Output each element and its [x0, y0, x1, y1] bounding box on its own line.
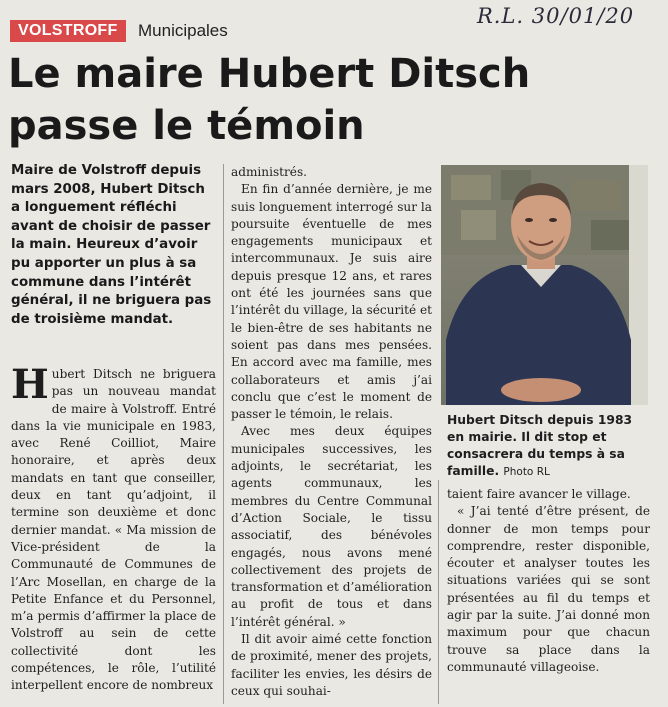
article-column-1 [11, 361, 216, 695]
article-headline: Le maire Hubert Ditsch passe le témoin [8, 51, 531, 149]
rubric-label: Municipales [138, 21, 228, 40]
column-2-paragraph: En fin d’année dernière, je me suis longuement interrogé sur la poursuite éventuelle de mes engagements municipaux et intercommunaux. Je suis aire depuis presque 12 ans, et rares ont été les journées sans que l’intérêt du village, la sécurité et le bien-être de ses habitants ne soient pas dans mes pensées. En accord avec ma famille, mes collaborateurs et amis j’ai conclu que c’est le moment de passer le témoin, le relais. [231, 182, 433, 422]
column-2-paragraph: Il dit avoir aimé cette fonction de proximité, mener des projets, faciliter les envies, les désirs de ceux qui souhai- [231, 632, 432, 698]
column-3-paragraph: « J’ai tenté d’être présent, de donner de mon temps pour comprendre, rester disponible, écouter et analyser toutes les situations variées qui se sont présentées au fil du temps et agir par la suite. J’ai donné mon maximum pour que chacun trouve sa place dans la communauté villageoise. [447, 504, 650, 674]
portrait-illustration [441, 165, 648, 405]
photo-caption [447, 412, 652, 481]
handwritten-date-note: R.L. 30/01/20 [477, 4, 635, 28]
column-2-paragraph: administrés. [231, 165, 307, 179]
column-1-paragraph [11, 361, 216, 695]
drop-cap: H [11, 361, 49, 408]
column-3-paragraph: taient faire avancer le village. [447, 487, 631, 501]
column-1-text: ubert Ditsch ne briguera pas un nouveau mandat de maire à Volstroff. Entré dans la vie municipale en 1983, avec René Coilliot, Maire honoraire, et après deux mandats en tant que conseiller, deux en tant qu’adjoint, il termine son deuxième et donc dernier mandat. « Ma mission de Vice-président de la Communauté de Communes de l’Arc Mosellan, en charge de la Petite Enfance et du Personnel, m’a permis d’affirmer la place de Volstroff au sein de cette collectivité dont les compétences, le rôle, l’utilité interpellent encore de nombreux [11, 367, 216, 693]
column-divider [438, 480, 439, 704]
article-lead: Maire de Volstroff depuis mars 2008, Hubert Ditsch a longuement réfléchi avant de choisir de passer la main. Heureux d’avoir pu apporter un plus à sa commune dans l’intérêt général, il ne briguera pas de troisième mandat. [11, 163, 212, 327]
column-divider [223, 164, 224, 704]
locality-tag: VOLSTROFF [10, 20, 126, 42]
photo-credit: Photo RL [503, 466, 550, 478]
article-column-3 [447, 486, 650, 676]
caption-text: Hubert Ditsch depuis 1983 en mairie. Il dit stop et consacrera du temps à sa famille. [447, 413, 633, 478]
column-2-paragraph: Avec mes deux équipes municipales successives, les adjoints, le secrétariat, les agents communaux, les membres du Centre Communal d’Action Sociale, le tissu associatif, des bénévoles engagés, nous avons mené collectivement des projets de transformation et d’amélioration au profit de tous et dans l’intérêt général. » [231, 424, 432, 629]
portrait-photo [441, 165, 648, 405]
article-column-2 [231, 164, 432, 700]
